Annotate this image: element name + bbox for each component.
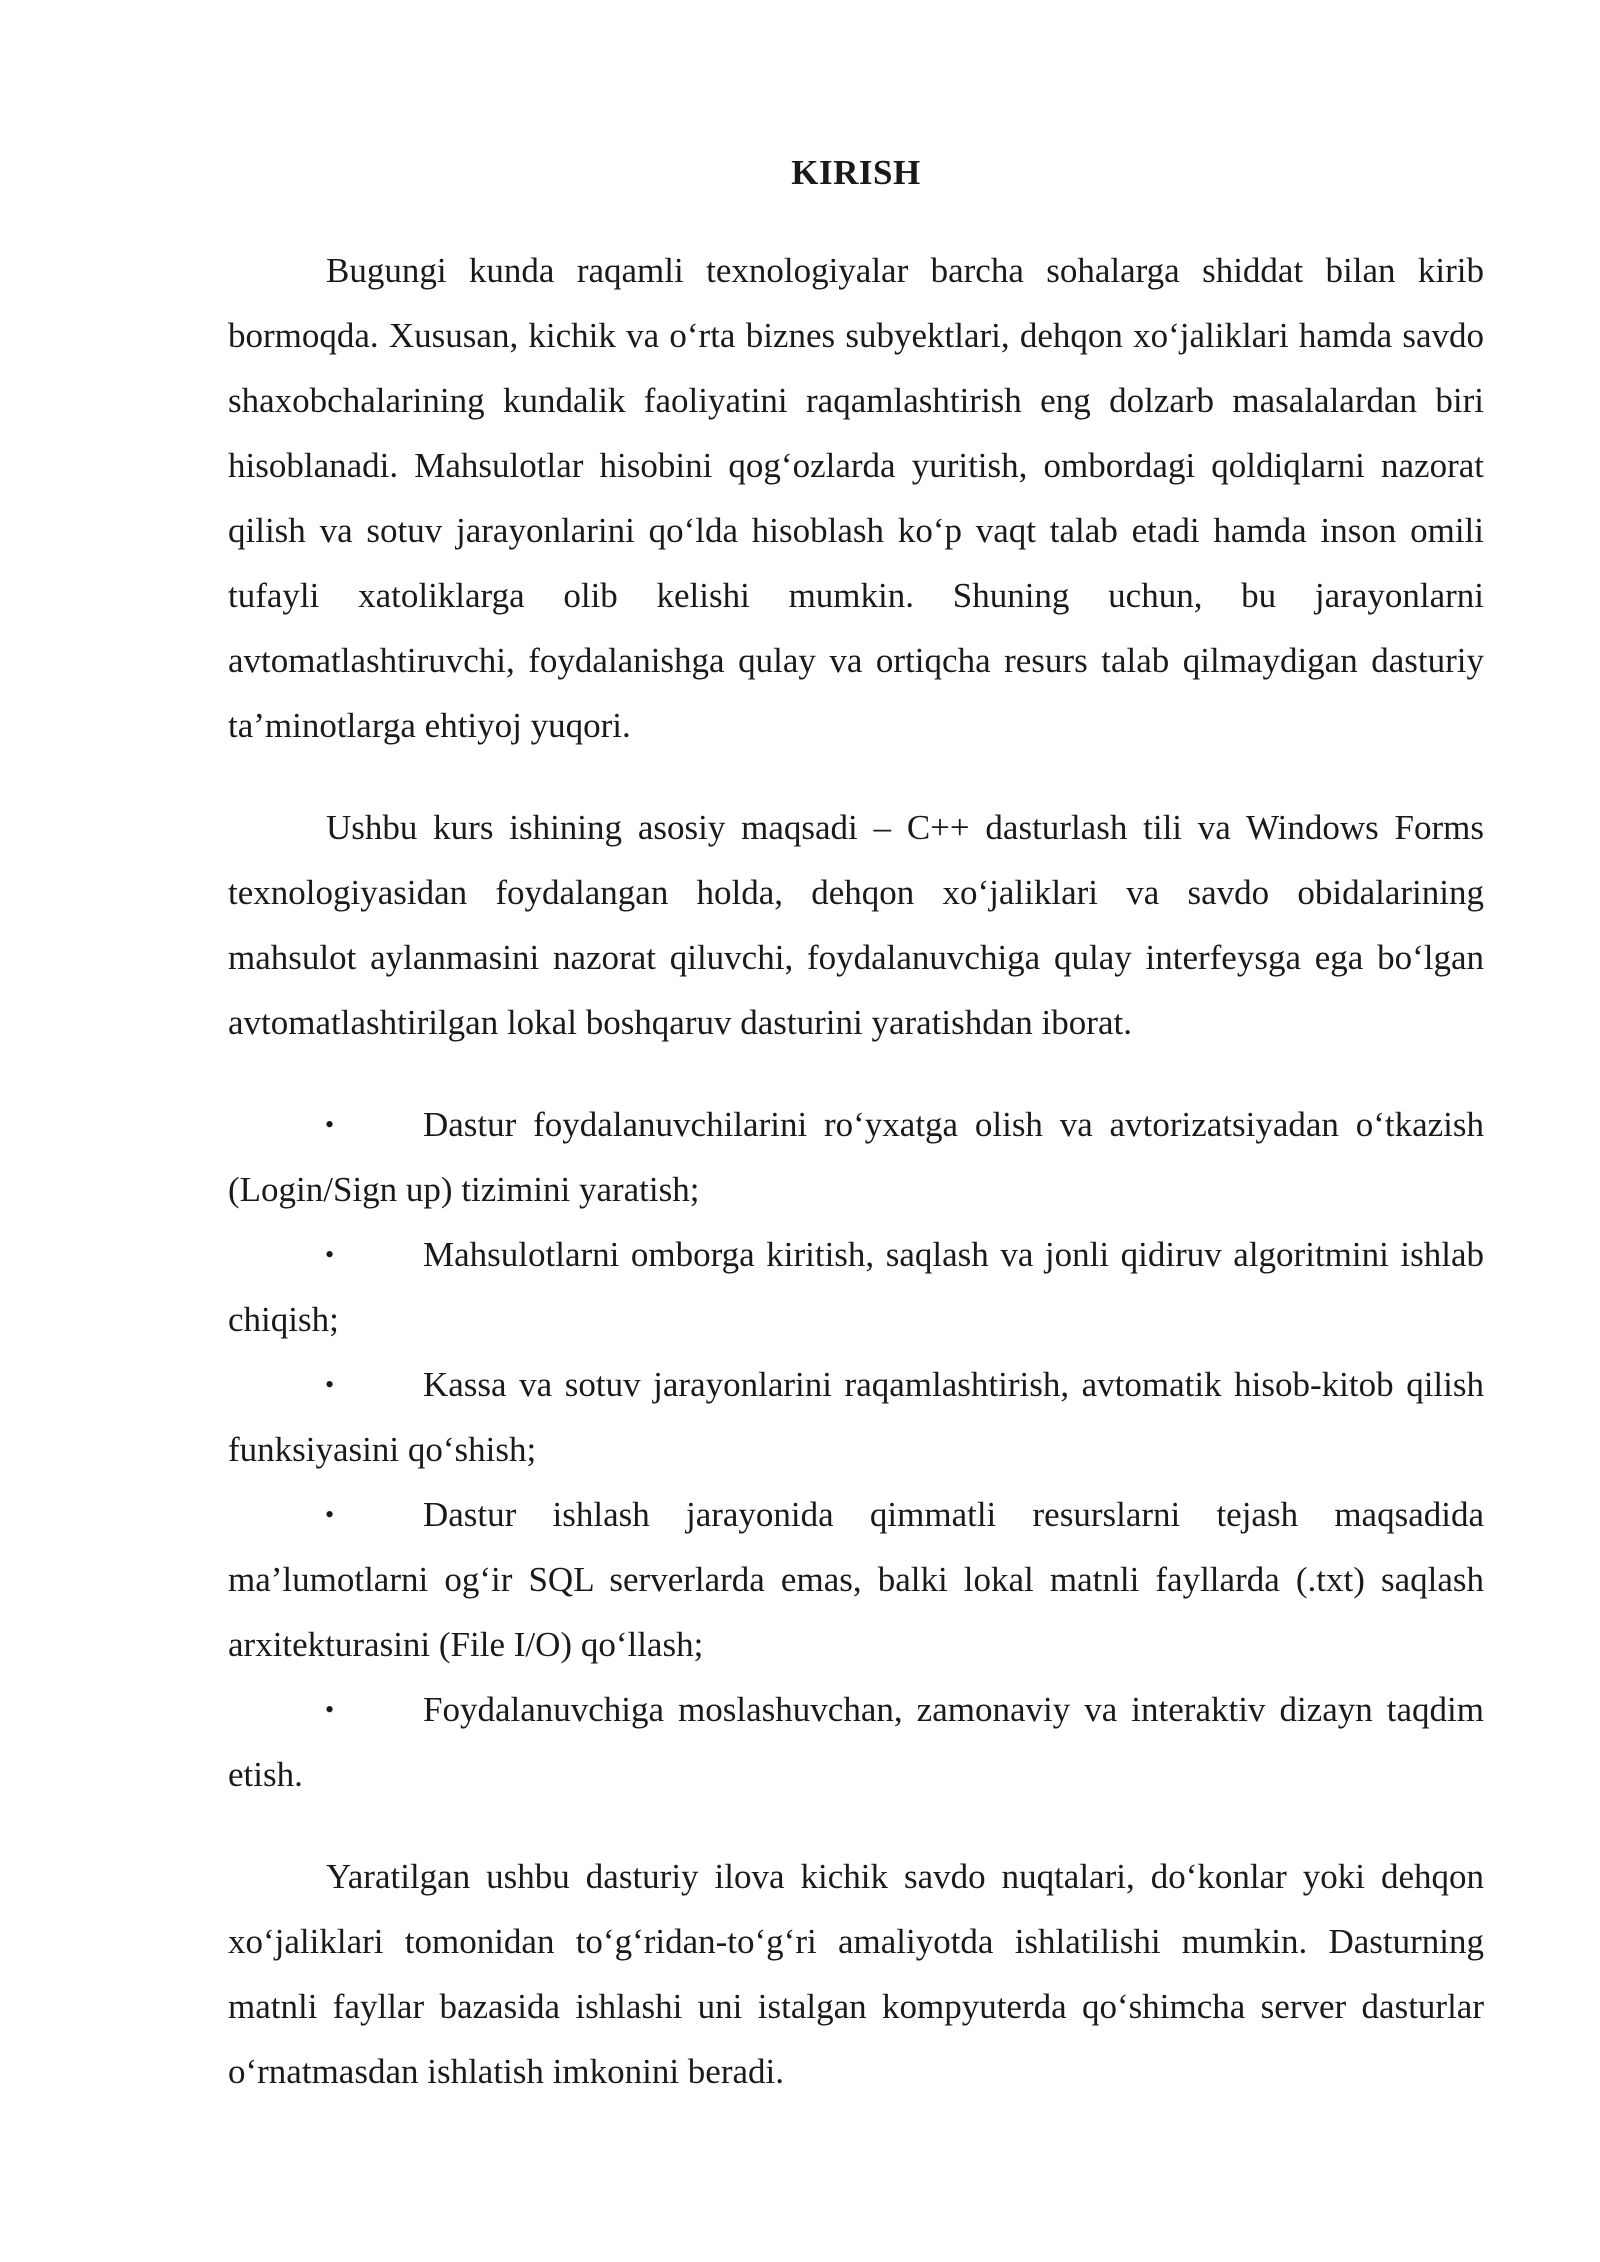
intro-paragraph: Bugungi kunda raqamli texnologiyalar barcha sohalarga shiddat bilan kirib bormoqda. Xususan, kichik va o‘rta biznes subyektlari, dehqon xo‘jaliklari hamda savdo shaxobchalarining kundalik faoliyatini raqamlashtirish eng dolzarb masalalardan biri hisoblanadi. Mahsulotlar hisobini qog‘ozlarda yuritish, ombordagi qoldiqlarni nazorat qilish va sotuv jarayonlarini qo‘lda hisoblash ko‘p vaqt talab etadi hamda inson omili tufayli xatoliklarga olib kelishi mumkin. Shuning uchun, bu jarayonlarni avtomatlashtiruvchi, foydalanishga qulay va ortiqcha resurs talab qilmaydigan dasturiy ta’minotlarga ehtiyoj yuqori.: [228, 251, 1484, 745]
bullet-icon: •: [325, 1370, 335, 1399]
bullet-icon: •: [325, 1110, 335, 1139]
list-item-text: Foydalanuvchiga moslashuvchan, zamonaviy va interaktiv dizayn taqdim etish.: [228, 1690, 1484, 1794]
list-item: [228, 1222, 1484, 1352]
list-item-text: Dastur ishlash jarayonida qimmatli resurslarni tejash maqsadida ma’lumotlarni og‘ir SQL serverlarda emas, balki lokal matnli fayllarda (.txt) saqlash arxitekturasini (File I/O) qo‘llash;: [228, 1495, 1484, 1664]
list-item: [228, 1482, 1484, 1677]
bullet-icon: •: [325, 1695, 335, 1724]
page-title: KIRISH: [791, 153, 921, 192]
document-page: [228, 148, 1484, 2141]
goal-paragraph: Ushbu kurs ishining asosiy maqsadi – C++ dasturlash tili va Windows Forms texnologiyasidan foydalangan holda, dehqon xo‘jaliklari va savdo obidalarining mahsulot aylanmasini nazorat qiluvchi, foydalanuvchiga qulay interfeysga ega bo‘lgan avtomatlashtirilgan lokal boshqaruv dasturini yaratishdan iborat.: [228, 808, 1484, 1042]
bullet-icon: •: [325, 1240, 335, 1269]
list-item: [228, 1677, 1484, 1807]
task-list: [228, 1092, 1484, 1807]
list-item: [228, 1092, 1484, 1222]
list-item-text: Mahsulotlarni omborga kiritish, saqlash va jonli qidiruv algoritmini ishlab chiqish;: [228, 1235, 1484, 1339]
list-item-text: Kassa va sotuv jarayonlarini raqamlashtirish, avtomatik hisob-kitob qilish funksiyasini qo‘shish;: [228, 1365, 1484, 1469]
list-item-text: Dastur foydalanuvchilarini ro‘yxatga olish va avtorizatsiyadan o‘tkazish (Login/Sign up) tizimini yaratish;: [228, 1105, 1484, 1209]
closing-paragraph: Yaratilgan ushbu dasturiy ilova kichik savdo nuqtalari, do‘konlar yoki dehqon xo‘jaliklari tomonidan to‘g‘ridan-to‘g‘ri amaliyotda ishlatilishi mumkin. Dasturning matnli fayllar bazasida ishlashi uni istalgan kompyuterda qo‘shimcha server dasturlar o‘rnatmasdan ishlatish imkonini beradi.: [228, 1857, 1484, 2091]
list-item: [228, 1352, 1484, 1482]
bullet-icon: •: [325, 1500, 335, 1529]
